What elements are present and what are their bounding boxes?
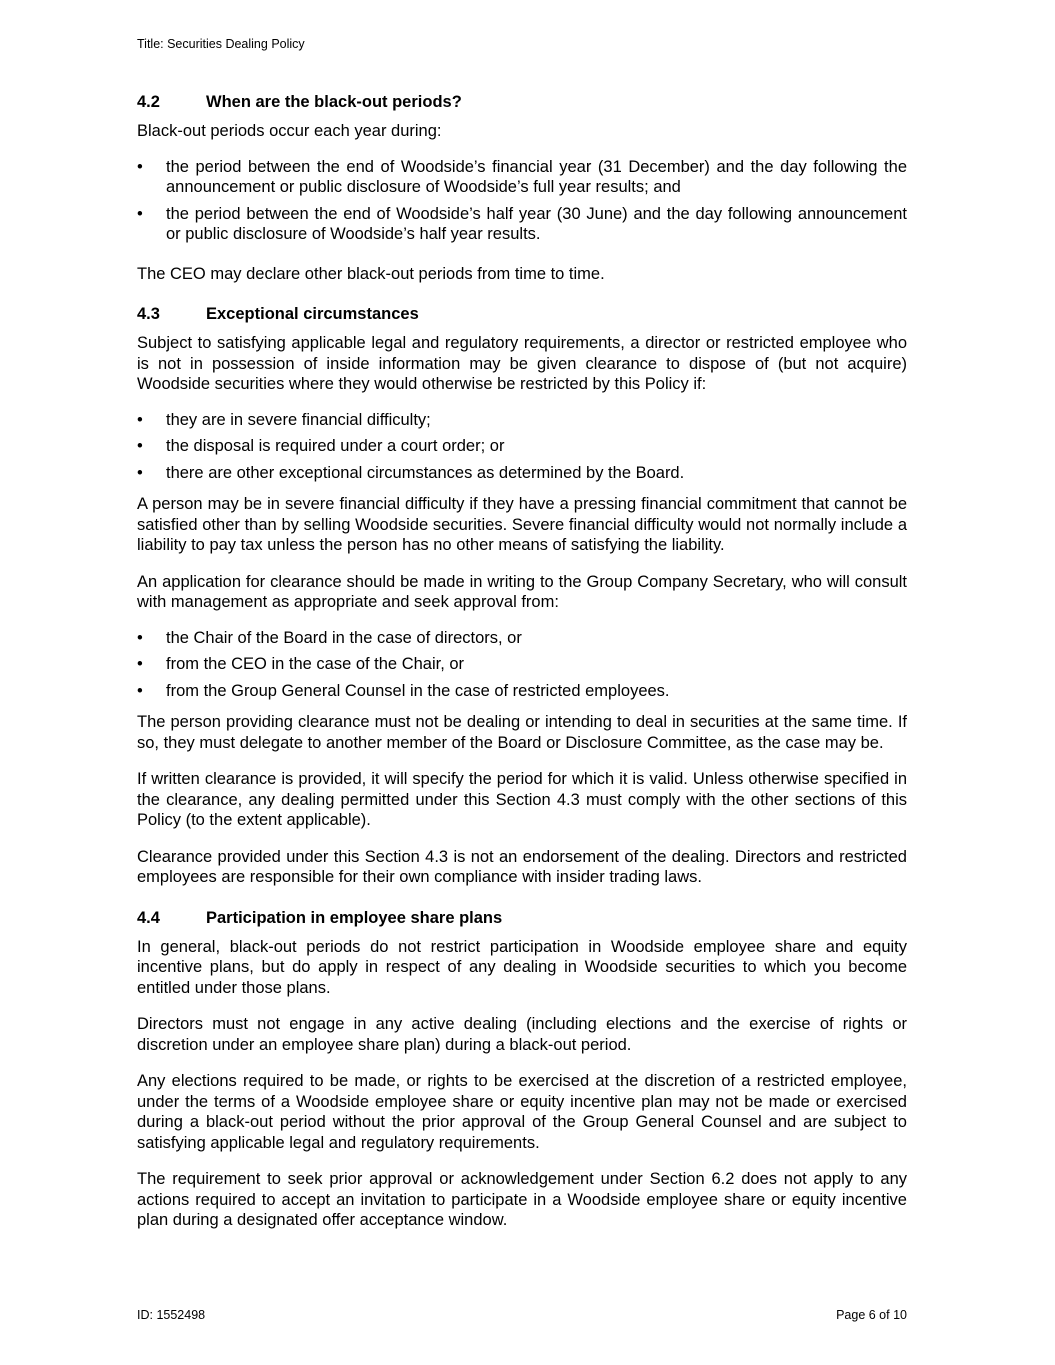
paragraph: If written clearance is provided, it will specify the period for which it is valid. Unless otherwise specified in the clearance, any dealing permitted under this Section 4.3 must comply with the other sections of this Policy (to the extent applicable). bbox=[137, 770, 907, 829]
paragraph: In general, black-out periods do not restrict participation in Woodside employee share and equity incentive plans, but do apply in respect of any dealing in Woodside securities to which you become entitled under those plans. bbox=[137, 937, 907, 997]
list-item: • they are in severe financial difficulty; bbox=[137, 410, 907, 431]
section-title: Exceptional circumstances bbox=[206, 305, 419, 323]
page-number: Page 6 of 10 bbox=[836, 1308, 907, 1322]
paragraph: The person providing clearance must not be dealing or intending to deal in securities at the same time. If so, they must delegate to another member of the Board or Disclosure Committee, as the case may be. bbox=[137, 713, 907, 752]
paragraph: An application for clearance should be made in writing to the Group Company Secretary, who will consult with management as appropriate and seek approval from: bbox=[137, 572, 907, 611]
list-item: • the Chair of the Board in the case of directors, or bbox=[137, 628, 907, 649]
bullet-list bbox=[137, 410, 907, 484]
list-item: • the disposal is required under a court order; or bbox=[137, 436, 907, 457]
paragraph: Black-out periods occur each year during: bbox=[137, 122, 442, 140]
bullet-list bbox=[137, 157, 907, 245]
section-title: Participation in employee share plans bbox=[206, 908, 503, 927]
paragraph: Any elections required to be made, or rights to be exercised at the discretion of a restricted employee, under the terms of a Woodside employee share or equity incentive plan may not be made or exercised during a black-out period without the prior approval of the Group General Counsel and are subject to satisfying applicable legal and regulatory requirements. bbox=[137, 1072, 907, 1152]
paragraph: The requirement to seek prior approval or acknowledgement under Section 6.2 does not apply to any actions required to accept an invitation to participate in a Woodside employee share or equity incentive plan during a designated offer acceptance window. bbox=[137, 1170, 907, 1229]
document-id: ID: 1552498 bbox=[137, 1308, 206, 1322]
paragraph: Clearance provided under this Section 4.3 is not an endorsement of the dealing. Directors and restricted employees are responsible for their own compliance with insider trading laws. bbox=[137, 847, 907, 886]
list-item: • the period between the end of Woodside’s half year (30 June) and the day following announcement or public disclosure of Woodside’s half year results. bbox=[137, 204, 907, 245]
document-header-title: Title: Securities Dealing Policy bbox=[137, 37, 305, 51]
list-item: • from the Group General Counsel in the case of restricted employees. bbox=[137, 681, 907, 702]
paragraph: The CEO may declare other black-out periods from time to time. bbox=[137, 264, 605, 283]
list-item: • there are other exceptional circumstances as determined by the Board. bbox=[137, 463, 907, 484]
paragraph: A person may be in severe financial difficulty if they have a pressing financial commitment that cannot be satisfied other than by selling Woodside securities. Severe financial difficulty would not normally include a liability to pay tax unless the person has no other means of satisfying the liability. bbox=[137, 495, 907, 554]
section-title: When are the black-out periods? bbox=[206, 93, 462, 111]
list-item: • from the CEO in the case of the Chair, or bbox=[137, 654, 907, 675]
section-number: 4.3 bbox=[137, 305, 160, 323]
page-body bbox=[137, 92, 907, 1247]
list-item: • the period between the end of Woodside’s financial year (31 December) and the day following the announcement or public disclosure of Woodside’s full year results; and bbox=[137, 157, 907, 198]
section-number: 4.2 bbox=[137, 93, 160, 111]
section-4-4-heading bbox=[137, 908, 907, 928]
bullet-list bbox=[137, 628, 907, 702]
section-4-3-heading bbox=[137, 304, 907, 324]
section-number: 4.4 bbox=[137, 908, 160, 927]
paragraph: Subject to satisfying applicable legal and regulatory requirements, a director or restricted employee who is not in possession of inside information may be given clearance to dispose of (but not acquire) Woodside securities where they would otherwise be restricted by this Policy if: bbox=[137, 334, 907, 393]
section-4-2-heading bbox=[137, 92, 907, 112]
paragraph: Directors must not engage in any active dealing (including elections and the exercise of rights or discretion under an employee share plan) during a black-out period. bbox=[137, 1015, 907, 1054]
